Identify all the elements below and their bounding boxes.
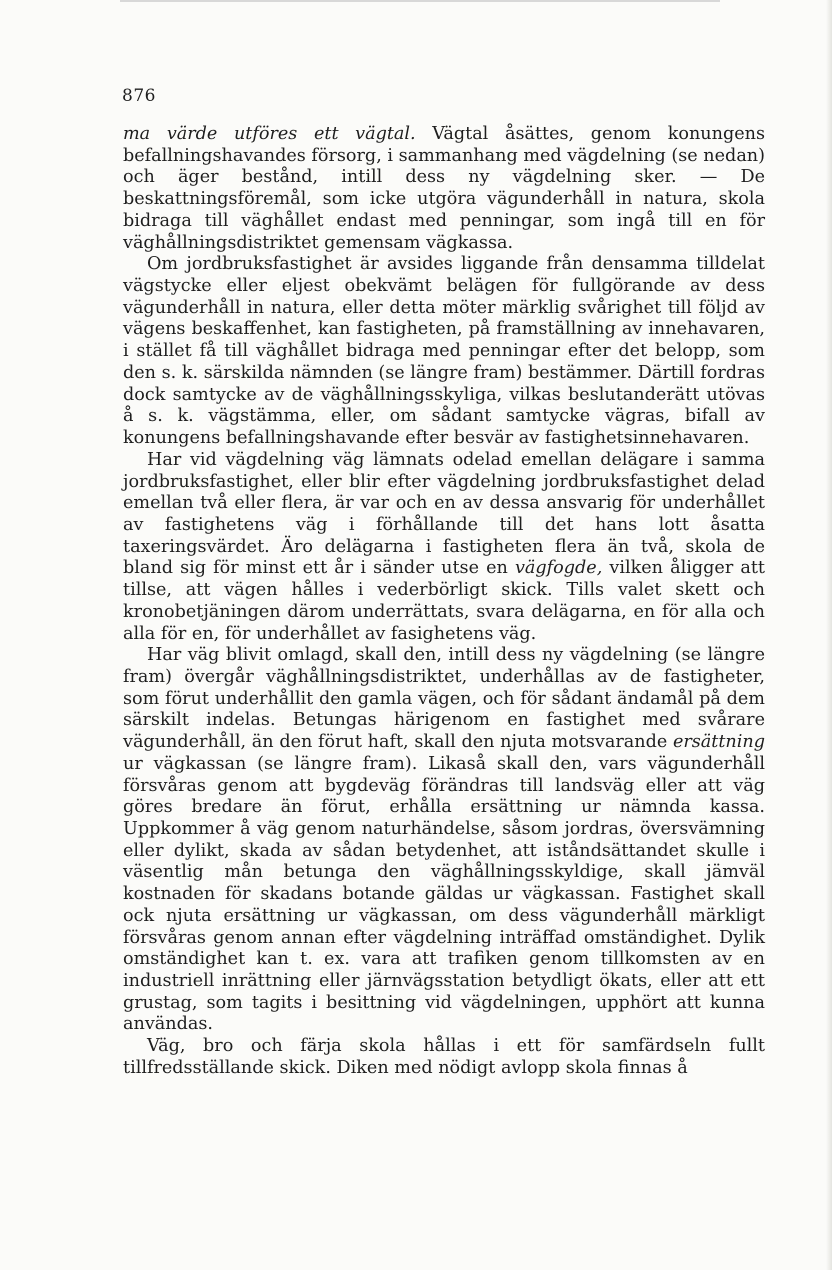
page-edge-shadow: [826, 0, 832, 1270]
top-edge-rule: [120, 0, 720, 2]
paragraph-2: Om jordbruksfastighet är avsides liggande från densamma tilldelat vägstycke eller eljest obekvämt belägen för fullgörande av dess vägunderhåll in natura, eller detta möter märklig svårighet till följd av vägens beskaffenhet, kan fastigheten, på framställning av innehavaren, i stället få till väghållet bidraga med penningar efter det belopp, som den s. k. särskilda nämnden (se längre fram) bestämmer. Därtill fordras dock samtycke av de väghållningsskyliga, vilkas beslutanderätt utövas å s. k. vägstämma, eller, om sådant samtycke vägras, bifall av konungens befallningshavande efter besvär av fastighetsinnehavaren.: [123, 254, 765, 449]
paragraph-1: [123, 124, 765, 254]
paragraph-3-text-after: vilken åligger att tillse, att vägen hålles i vederbörligt skick. Tills valet skett och kronobetjäningen därom underrättats, svara delägarna, en för alla och alla för en, för underhållet av fasighetens väg.: [123, 558, 765, 644]
term-ersattning: ersättning: [672, 732, 765, 753]
term-vagfogde: vägfogde,: [514, 558, 603, 579]
paragraph-4: [123, 645, 765, 1036]
page-number: 876: [122, 86, 156, 106]
paragraph-5: Väg, bro och färja skola hållas i ett för samfärdseln fullt tillfredsställande skick. Diken med nödigt avlopp skola finnas å: [123, 1036, 765, 1078]
paragraph-3-text-before: Har vid vägdelning väg lämnats odelad emellan delägare i samma jordbruksfastighet, eller blir efter vägdelning jordbruksfastighet delad emellan två eller flera, är var och en av dessa ansvarig för underhållet av fastighetens väg i förhållande till det hans lott åsatta taxeringsvärdet. Äro delägarna i fastigheten flera än två, skola de bland sig för minst ett år i sänder utse en: [123, 449, 765, 579]
body-text: [123, 124, 765, 1080]
paragraph-4-text-before: Har väg blivit omlagd, skall den, intill dess ny vägdelning (se längre fram) övergår väghållningsdistriktet, underhållas av de fastigheter, som förut underhållit den gamla vägen, och för sådant ändamål på dem särskilt indelas. Betungas härigenom en fastighet med svårare vägunderhåll, än den förut haft, skall den njuta motsvarande: [123, 645, 765, 753]
paragraph-1-text: Vägtal åsättes, genom konungens befallningshavandes försorg, i sammanhang med vägdelning (se nedan) och äger bestånd, intill dess ny vägdelning sker. — De beskattningsföremål, som icke utgöra vägunderhåll in natura, skola bidraga till väghållet endast med penningar, som ingå till en för väghållningsdistriktet gemensam vägkassa.: [123, 124, 765, 253]
paragraph-3: [123, 450, 765, 645]
italic-lead: ma värde utföres ett vägtal.: [123, 124, 416, 144]
paragraph-4-text-after: ur vägkassan (se längre fram). Likaså skall den, vars vägunderhåll försvåras genom att bygdeväg förändras till landsväg eller att väg göres bredare än förut, erhålla ersättning ur nämnda kassa. Uppkommer å väg genom naturhändelse, såsom jordras, översvämning eller dylikt, skada av sådan betydenhet, att iståndsättandet skulle i väsentlig mån betunga den väghållningsskyldige, skall jämväl kostnaden för skadans botande gäldas ur vägkassan. Fastighet skall ock njuta ersättning ur vägkassan, om dess vägunderhåll märkligt försvåras genom annan efter vägdelning inträffad omständighet. Dylik omständighet kan t. ex. vara att trafiken genom tillkomsten av en industriell inrättning eller järnvägsstation betydligt ökats, eller att ett grustag, som tagits i besittning vid vägdelningen, upphört att kunna användas.: [123, 753, 765, 1035]
